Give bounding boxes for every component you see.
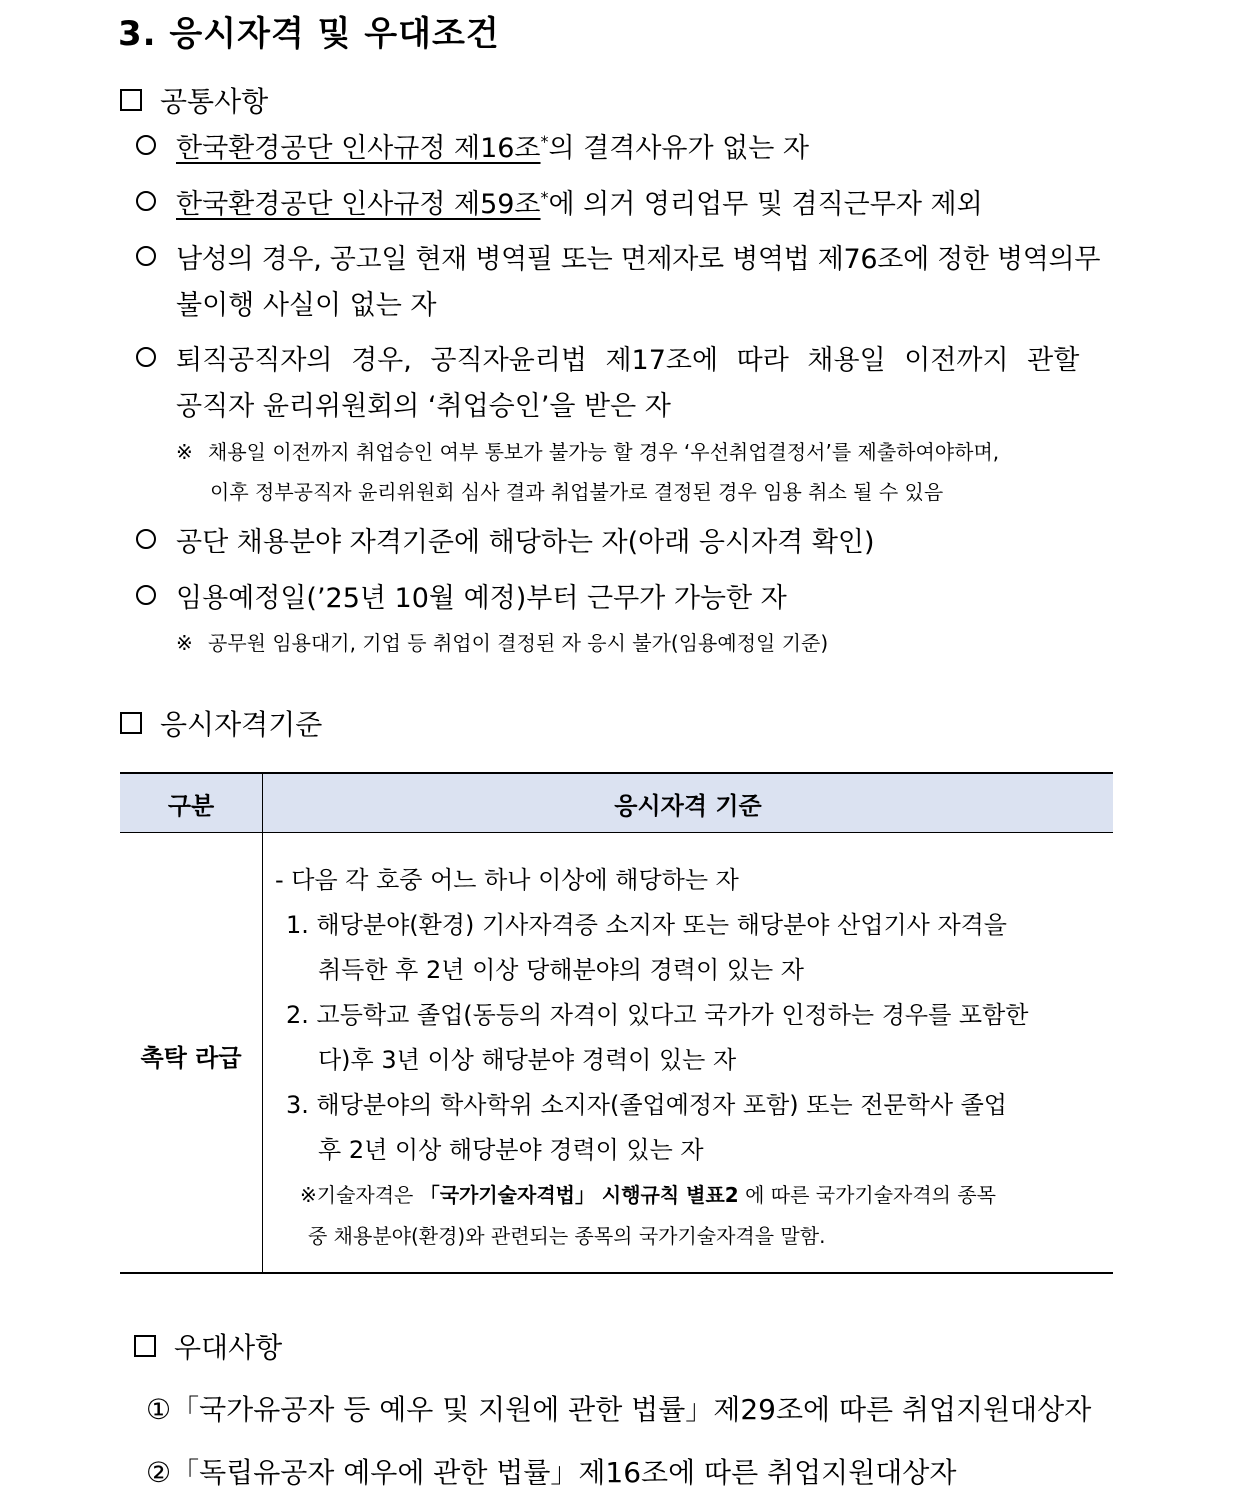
- item-text: 공단 채용분야 자격기준에 해당하는 자(아래 응시자격 확인): [176, 527, 875, 558]
- page-title: 3. 응시자격 및 우대조건: [118, 14, 500, 54]
- criteria-table: [120, 772, 1113, 1274]
- list-item: [136, 520, 875, 559]
- list-item: [136, 237, 1100, 276]
- section-preference-title: 우대사항: [174, 1331, 283, 1364]
- criteria-line: 다)후 3년 이상 해당분야 경력이 있는 자: [318, 1046, 737, 1074]
- item-text-continued: 불이행 사실이 없는 자: [176, 290, 437, 321]
- note-text: ※기술자격은: [300, 1183, 420, 1207]
- footnote-mark: *: [540, 132, 549, 151]
- circle-bullet-icon: [136, 135, 156, 155]
- regulation-link-text: 한국환경공단 인사규정 제59조: [176, 189, 541, 220]
- circle-bullet-icon: [136, 246, 156, 266]
- row-label: 촉탁 라급: [140, 1044, 242, 1072]
- reference-mark: ※: [176, 440, 193, 464]
- circle-bullet-icon: [136, 347, 156, 367]
- square-bullet-icon: [120, 89, 142, 111]
- section-preference-heading: [134, 1326, 282, 1366]
- list-item: [136, 182, 983, 221]
- preference-item: ①「국가유공자 등 예우 및 지원에 관한 법률」제29조에 따른 취업지원대상자: [146, 1393, 1092, 1426]
- item-text-continued: 공직자 윤리위원회의 ‘취업승인’을 받은 자: [176, 391, 671, 422]
- footnote-mark: *: [540, 188, 549, 207]
- regulation-link-text: 한국환경공단 인사규정 제16조: [176, 133, 541, 164]
- note-text: 에 따른 국가기술자격의 종목: [738, 1183, 997, 1207]
- criteria-note-continued: 중 채용분야(환경)와 관련되는 종목의 국가기술자격을 말함.: [308, 1224, 826, 1248]
- note-text: 공무원 임용대기, 기업 등 취업이 결정된 자 응시 불가(임용예정일 기준): [208, 631, 829, 655]
- square-bullet-icon: [120, 712, 142, 734]
- item-text: 에 의거 영리업무 및 겸직근무자 제외: [548, 189, 983, 220]
- circle-bullet-icon: [136, 191, 156, 211]
- note-block: [176, 436, 999, 465]
- section-criteria-heading: [120, 703, 322, 743]
- column-header-criteria: 응시자격 기준: [614, 792, 762, 820]
- criteria-intro: - 다음 각 호중 어느 하나 이상에 해당하는 자: [275, 866, 739, 894]
- criteria-note: [300, 1179, 996, 1208]
- note-text-continued: 이후 정부공직자 윤리위원회 심사 결과 취업불가로 결정된 경우 임용 취소 될 수 있음: [210, 480, 944, 504]
- item-text: 퇴직공직자의 경우, 공직자윤리법 제17조에 따라 채용일 이전까지 관할: [176, 345, 1080, 376]
- item-text: 남성의 경우, 공고일 현재 병역필 또는 면제자로 병역법 제76조에 정한 병역의무: [176, 244, 1101, 275]
- column-header-category: 구분: [167, 792, 215, 820]
- section-common-heading: [120, 80, 268, 120]
- table-column-divider: [262, 774, 263, 1272]
- section-criteria-title: 응시자격기준: [160, 708, 323, 741]
- criteria-line: 1. 해당분야(환경) 기사자격증 소지자 또는 해당분야 산업기사 자격을: [286, 911, 1007, 939]
- criteria-line: 취득한 후 2년 이상 당해분야의 경력이 있는 자: [318, 956, 804, 984]
- item-text: 임용예정일(’25년 10월 예정)부터 근무가 가능한 자: [176, 583, 787, 614]
- circle-bullet-icon: [136, 585, 156, 605]
- criteria-line: 2. 고등학교 졸업(동등의 자격이 있다고 국가가 인정하는 경우를 포함한: [286, 1001, 1029, 1029]
- reference-mark: ※: [176, 631, 193, 655]
- section-common-title: 공통사항: [160, 85, 269, 118]
- square-bullet-icon: [134, 1335, 156, 1357]
- table-bottom-border: [120, 1272, 1113, 1274]
- preference-item: ②「독립유공자 예우에 관한 법률」제16조에 따른 취업지원대상자: [146, 1456, 957, 1489]
- list-item: [136, 576, 787, 615]
- criteria-line: 3. 해당분야의 학사학위 소지자(졸업예정자 포함) 또는 전문학사 졸업: [286, 1091, 1007, 1119]
- list-item: [136, 338, 1079, 377]
- note-block: [176, 627, 828, 656]
- item-text: 의 결격사유가 없는 자: [548, 133, 810, 164]
- criteria-line: 후 2년 이상 해당분야 경력이 있는 자: [318, 1136, 704, 1164]
- note-law-reference: 「국가기술자격법」 시행규칙 별표2: [419, 1183, 739, 1207]
- circle-bullet-icon: [136, 529, 156, 549]
- note-text: 채용일 이전까지 취업승인 여부 통보가 불가능 할 경우 ‘우선취업결정서’를 제출하여야하며,: [208, 440, 1000, 464]
- list-item: [136, 126, 809, 165]
